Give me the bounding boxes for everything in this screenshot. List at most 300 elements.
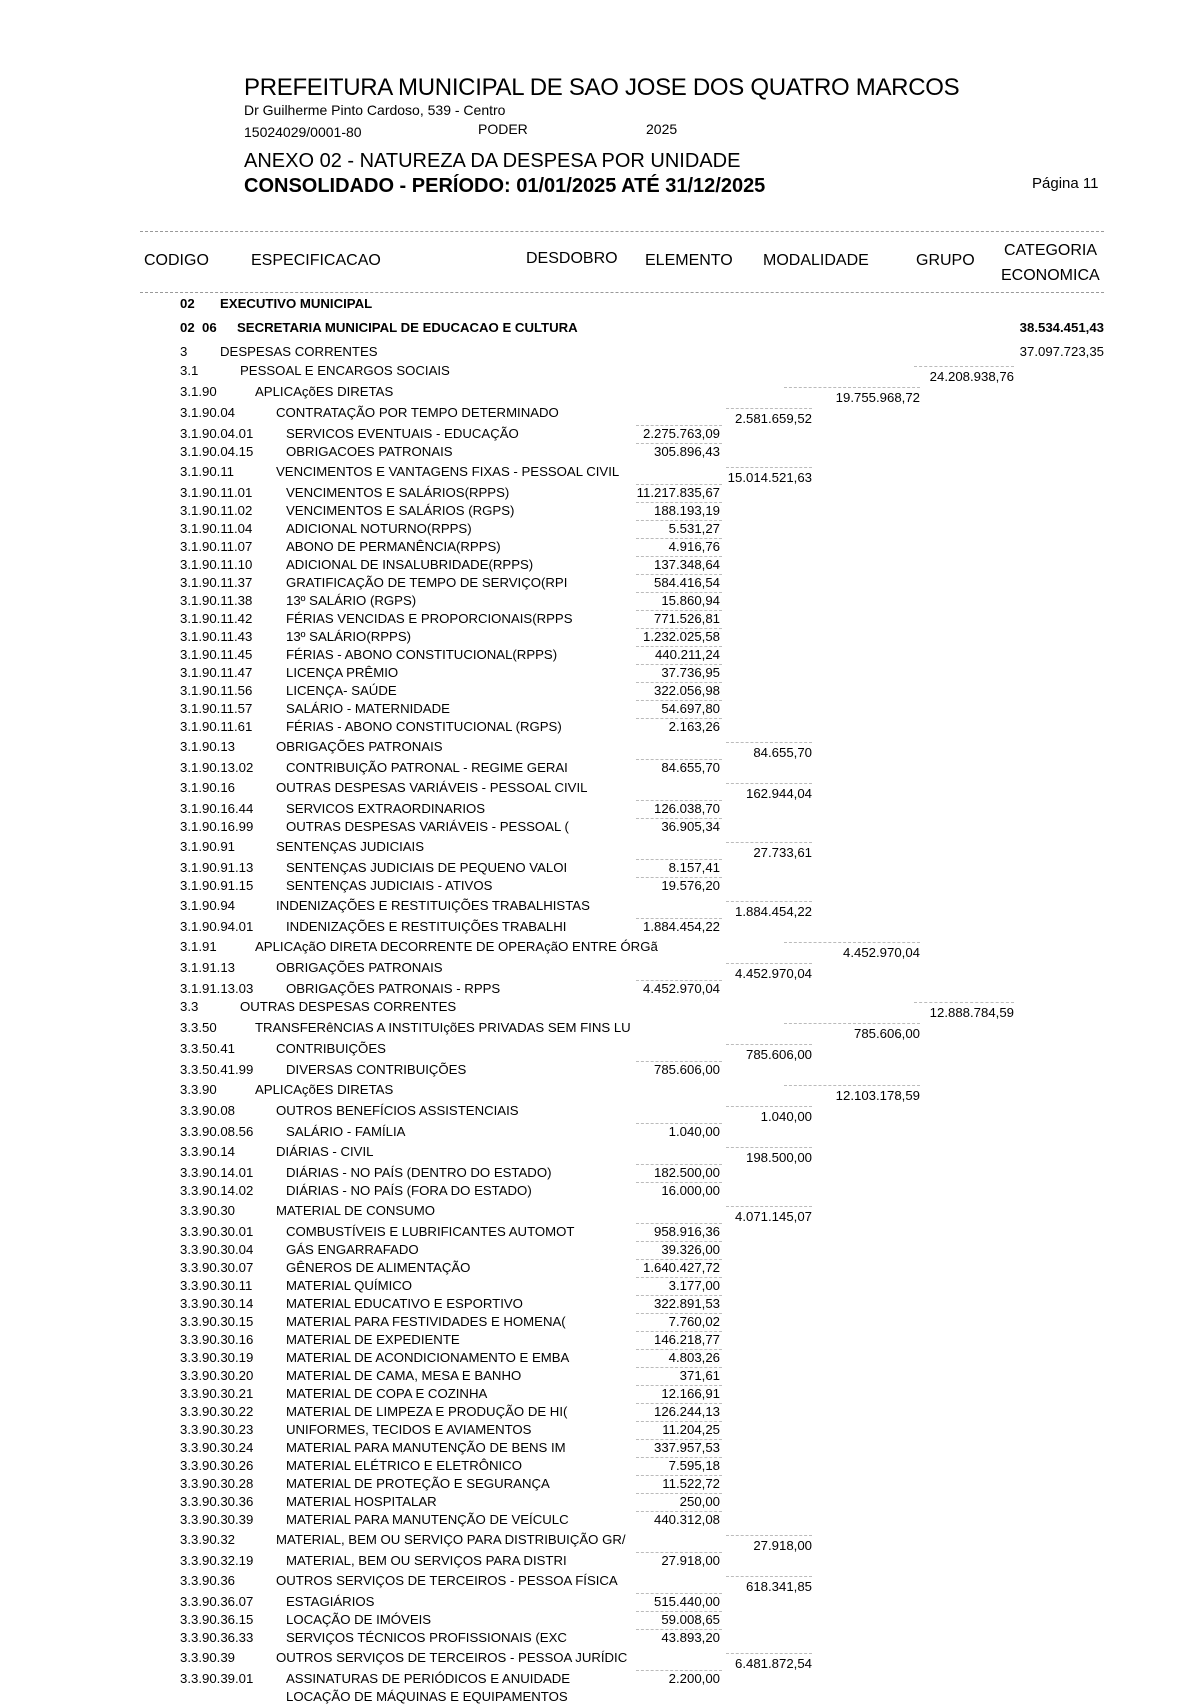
row-value: 3.177,00 bbox=[668, 1278, 720, 1293]
value-underline bbox=[784, 1085, 920, 1086]
table-row bbox=[0, 760, 1190, 778]
value-underline bbox=[726, 1206, 812, 1207]
value-underline bbox=[636, 877, 722, 878]
table-row bbox=[0, 1350, 1190, 1368]
row-description: 13º SALÁRIO(RPPS) bbox=[286, 629, 412, 644]
row-code: 3.1.90.16.44 bbox=[180, 801, 254, 816]
row-description: SENTENÇAS JUDICIAIS - ATIVOS bbox=[286, 878, 493, 893]
row-code: 3.3.90.30.21 bbox=[180, 1386, 254, 1401]
row-description: OBRIGAÇÕES PATRONAIS bbox=[276, 739, 443, 754]
table-row bbox=[0, 426, 1190, 444]
row-description: VENCIMENTOS E SALÁRIOS(RPPS) bbox=[286, 485, 510, 500]
row-value: 27.918,00 bbox=[661, 1553, 720, 1568]
table-row bbox=[0, 1630, 1190, 1648]
row-description: DIÁRIAS - NO PAÍS (DENTRO DO ESTADO) bbox=[286, 1165, 552, 1180]
table-row bbox=[0, 1314, 1190, 1332]
value-underline bbox=[636, 718, 722, 719]
row-code: 3.1.90.11.45 bbox=[180, 647, 253, 662]
table-row bbox=[0, 1368, 1190, 1386]
row-code: 3.3.90.36.15 bbox=[180, 1612, 254, 1627]
row-code: 3.1.91.13.03 bbox=[180, 981, 254, 996]
row-description: ADICIONAL DE INSALUBRIDADE(RPPS) bbox=[286, 557, 534, 572]
value-underline bbox=[636, 1331, 722, 1332]
table-row bbox=[0, 1422, 1190, 1440]
value-underline bbox=[636, 800, 722, 801]
row-code: 3.1.90.11.38 bbox=[180, 593, 253, 608]
page-number: Página 11 bbox=[1032, 175, 1099, 192]
table-row bbox=[0, 575, 1190, 593]
value-underline bbox=[636, 1313, 722, 1314]
value-underline bbox=[636, 1385, 722, 1386]
table-row bbox=[0, 1553, 1190, 1571]
row-value: 6.481.872,54 bbox=[734, 1656, 812, 1671]
row-value: 37.736,95 bbox=[661, 665, 720, 680]
row-code: 3.3.90.30.11 bbox=[180, 1278, 253, 1293]
col-especificacao: ESPECIFICACAO bbox=[251, 252, 381, 269]
row-value: 322.056,98 bbox=[653, 683, 720, 698]
row-value: 188.193,19 bbox=[653, 503, 720, 518]
table-row bbox=[0, 384, 1190, 405]
value-underline bbox=[784, 1023, 920, 1024]
row-description: GÁS ENGARRAFADO bbox=[286, 1242, 419, 1257]
table-row bbox=[0, 665, 1190, 683]
row-code: 3.3.50.41 bbox=[180, 1041, 235, 1056]
value-underline bbox=[636, 1439, 722, 1440]
row-value: 198.500,00 bbox=[745, 1150, 812, 1165]
row-value: 785.606,00 bbox=[653, 1062, 720, 1077]
value-underline bbox=[726, 467, 812, 468]
row-code: 3.1.90.04.01 bbox=[180, 426, 254, 441]
table-row bbox=[0, 1020, 1190, 1041]
divider bbox=[140, 292, 1104, 293]
row-value: 15.014.521,63 bbox=[727, 470, 812, 485]
table-row bbox=[0, 1476, 1190, 1494]
row-description: OUTROS SERVIÇOS DE TERCEIROS - PESSOA JURÍDIC bbox=[276, 1650, 628, 1665]
value-underline bbox=[636, 502, 722, 503]
row-value: 5.531,27 bbox=[668, 521, 720, 536]
row-description: ABONO DE PERMANÊNCIA(RPPS) bbox=[286, 539, 501, 554]
value-underline bbox=[636, 1593, 722, 1594]
row-description: MATERIAL DE CONSUMO bbox=[276, 1203, 435, 1218]
row-description: 13º SALÁRIO (RGPS) bbox=[286, 593, 417, 608]
row-code: 3.3.90.32.19 bbox=[180, 1553, 254, 1568]
table-row bbox=[0, 1278, 1190, 1296]
value-underline bbox=[636, 1403, 722, 1404]
value-underline bbox=[636, 1164, 722, 1165]
row-code: 3 bbox=[180, 344, 188, 359]
row-description: GRATIFICAÇÃO DE TEMPO DE SERVIÇO(RPI bbox=[286, 575, 568, 590]
row-description: FÉRIAS - ABONO CONSTITUCIONAL(RPPS) bbox=[286, 647, 558, 662]
value-underline bbox=[636, 443, 722, 444]
table-row bbox=[0, 1532, 1190, 1553]
value-underline bbox=[636, 1552, 722, 1553]
row-description: MATERIAL DE CAMA, MESA E BANHO bbox=[286, 1368, 522, 1383]
value-underline bbox=[726, 1106, 812, 1107]
row-code: 3.1.90 bbox=[180, 384, 217, 399]
row-code: 3.3.90.32 bbox=[180, 1532, 235, 1547]
table-row bbox=[0, 683, 1190, 701]
value-underline bbox=[726, 1653, 812, 1654]
value-underline bbox=[784, 942, 920, 943]
row-value: 305.896,43 bbox=[653, 444, 720, 459]
row-value: 27.733,61 bbox=[753, 845, 812, 860]
table-row bbox=[0, 819, 1190, 837]
row-value: 39.326,00 bbox=[661, 1242, 720, 1257]
row-description: SERVICOS EVENTUAIS - EDUCAÇÃO bbox=[286, 426, 519, 441]
table-row bbox=[0, 1650, 1190, 1671]
table-row bbox=[0, 1124, 1190, 1142]
row-description: LICENÇA- SAÚDE bbox=[286, 683, 397, 698]
table-row bbox=[0, 363, 1190, 384]
row-value: 515.440,00 bbox=[653, 1594, 720, 1609]
row-description: OBRIGAÇÕES PATRONAIS - RPPS bbox=[286, 981, 501, 996]
row-description: APLICAçõES DIRETAS bbox=[255, 384, 394, 399]
row-code: 3.1.90.94 bbox=[180, 898, 235, 913]
table-row bbox=[0, 1082, 1190, 1103]
row-value: 1.232.025,58 bbox=[642, 629, 720, 644]
value-underline bbox=[636, 520, 722, 521]
row-code: 3.1.90.91.15 bbox=[180, 878, 254, 893]
value-underline bbox=[636, 1061, 722, 1062]
row-description: MATERIAL, BEM OU SERVIÇO PARA DISTRIBUIÇÃO GR/ bbox=[276, 1532, 626, 1547]
col-grupo: GRUPO bbox=[916, 252, 975, 269]
value-underline bbox=[636, 1629, 722, 1630]
row-value: 2.200,00 bbox=[668, 1671, 720, 1686]
row-code: 3.3.90.30.39 bbox=[180, 1512, 254, 1527]
row-description: MATERIAL DE LIMPEZA E PRODUÇÃO DE HI( bbox=[286, 1404, 568, 1419]
row-description: DESPESAS CORRENTES bbox=[220, 344, 378, 359]
col-economica: ECONOMICA bbox=[1001, 267, 1100, 284]
table-row bbox=[0, 739, 1190, 760]
row-description: OUTRAS DESPESAS CORRENTES bbox=[240, 999, 457, 1014]
row-description: ESTAGIÁRIOS bbox=[286, 1594, 375, 1609]
unit-row bbox=[0, 296, 1190, 314]
row-description: SERVIÇOS TÉCNICOS PROFISSIONAIS (EXC bbox=[286, 1630, 567, 1645]
row-value: 16.000,00 bbox=[661, 1183, 720, 1198]
table-row bbox=[0, 1612, 1190, 1630]
unit-name: EXECUTIVO MUNICIPAL bbox=[220, 296, 373, 311]
row-code: 3.1.90.11.07 bbox=[180, 539, 253, 554]
table-row bbox=[0, 1260, 1190, 1278]
divider bbox=[140, 231, 1104, 232]
value-underline bbox=[914, 366, 1014, 367]
row-code: 3.1.90.11 bbox=[180, 464, 235, 479]
row-description: MATERIAL PARA MANUTENÇÃO DE VEÍCULC bbox=[286, 1512, 569, 1527]
row-value: 1.040,00 bbox=[760, 1109, 812, 1124]
row-value: 2.581.659,52 bbox=[734, 411, 812, 426]
value-underline bbox=[636, 918, 722, 919]
row-value: 11.522,72 bbox=[662, 1476, 720, 1491]
table-row bbox=[0, 780, 1190, 801]
row-description: UNIFORMES, TECIDOS E AVIAMENTOS bbox=[286, 1422, 532, 1437]
row-code: 3.3.90.30.20 bbox=[180, 1368, 254, 1383]
row-value: 24.208.938,76 bbox=[929, 369, 1014, 384]
row-value: 27.918,00 bbox=[753, 1538, 812, 1553]
row-code: 3.3.90.36 bbox=[180, 1573, 235, 1588]
value-underline bbox=[636, 1457, 722, 1458]
value-underline bbox=[636, 759, 722, 760]
row-value: 8.157,41 bbox=[668, 860, 720, 875]
row-description: DIÁRIAS - CIVIL bbox=[276, 1144, 374, 1159]
value-underline bbox=[636, 1670, 722, 1671]
row-description: SALÁRIO - FAMÍLIA bbox=[286, 1124, 406, 1139]
value-underline bbox=[726, 408, 812, 409]
row-value: 440.312,08 bbox=[653, 1512, 720, 1527]
table-row bbox=[0, 629, 1190, 647]
row-value: 126.244,13 bbox=[653, 1404, 720, 1419]
row-description: ADICIONAL NOTURNO(RPPS) bbox=[286, 521, 472, 536]
value-underline bbox=[726, 1576, 812, 1577]
row-description: OUTROS SERVIÇOS DE TERCEIROS - PESSOA FÍSICA bbox=[276, 1573, 618, 1588]
row-value: 4.803,26 bbox=[668, 1350, 720, 1365]
row-value: 322.891,53 bbox=[653, 1296, 720, 1311]
row-value: 182.500,00 bbox=[653, 1165, 720, 1180]
table-row bbox=[0, 444, 1190, 462]
row-value: 54.697,80 bbox=[661, 701, 720, 716]
row-code: 3.1.90.11.57 bbox=[180, 701, 253, 716]
row-description: CONTRIBUIÇÕES bbox=[276, 1041, 386, 1056]
table-row bbox=[0, 1386, 1190, 1404]
row-description: OUTRAS DESPESAS VARIÁVEIS - PESSOAL ( bbox=[286, 819, 569, 834]
value-underline bbox=[784, 387, 920, 388]
row-value: 4.452.970,04 bbox=[842, 945, 920, 960]
row-code: 3.1.90.91 bbox=[180, 839, 235, 854]
table-row bbox=[0, 939, 1190, 960]
table-row bbox=[0, 839, 1190, 860]
row-code: 3.1.90.04 bbox=[180, 405, 235, 420]
row-description: LOCAÇÃO DE IMÓVEIS bbox=[286, 1612, 432, 1627]
row-description: MATERIAL PARA MANUTENÇÃO DE BENS IM bbox=[286, 1440, 566, 1455]
row-value: 146.218,77 bbox=[653, 1332, 720, 1347]
row-value: 584.416,54 bbox=[653, 575, 720, 590]
row-value: 2.275.763,09 bbox=[642, 426, 720, 441]
row-code: 3.3.90.30.16 bbox=[180, 1332, 254, 1347]
row-value: 15.860,94 bbox=[661, 593, 720, 608]
year: 2025 bbox=[646, 121, 678, 137]
value-underline bbox=[726, 901, 812, 902]
value-underline bbox=[914, 1002, 1014, 1003]
page-title: PREFEITURA MUNICIPAL DE SAO JOSE DOS QUATRO MARCOS bbox=[244, 74, 960, 101]
table-row bbox=[0, 981, 1190, 999]
row-code: 3.1.90.16 bbox=[180, 780, 235, 795]
col-codigo: CODIGO bbox=[144, 252, 209, 269]
value-underline bbox=[636, 682, 722, 683]
row-code: 3.1.90.11.61 bbox=[180, 719, 253, 734]
table-row bbox=[0, 1440, 1190, 1458]
row-code: 3.1.90.13.02 bbox=[180, 760, 254, 775]
value-underline bbox=[726, 1535, 812, 1536]
row-value: 4.916,76 bbox=[668, 539, 720, 554]
row-code: 3.3 bbox=[180, 999, 199, 1014]
row-description: MATERIAL DE EXPEDIENTE bbox=[286, 1332, 460, 1347]
value-underline bbox=[636, 556, 722, 557]
row-value: 11.204,25 bbox=[662, 1422, 720, 1437]
row-code: 3.1 bbox=[180, 363, 199, 378]
table-row bbox=[0, 1594, 1190, 1612]
row-code: 3.1.90.91.13 bbox=[180, 860, 254, 875]
row-description: OBRIGACOES PATRONAIS bbox=[286, 444, 453, 459]
row-code: 3.1.90.11.02 bbox=[180, 503, 253, 518]
row-code: 3.3.90.30.23 bbox=[180, 1422, 254, 1437]
table-row bbox=[0, 1494, 1190, 1512]
table-row bbox=[0, 593, 1190, 611]
col-modalidade: MODALIDADE bbox=[763, 252, 869, 269]
value-underline bbox=[636, 592, 722, 593]
row-code: 3.3.50.41.99 bbox=[180, 1062, 254, 1077]
row-code: 3.1.90.11.01 bbox=[180, 485, 253, 500]
table-row bbox=[0, 919, 1190, 937]
row-value: 12.103.178,59 bbox=[835, 1088, 920, 1103]
row-code: 3.1.90.11.42 bbox=[180, 611, 253, 626]
row-description: SENTENÇAS JUDICIAIS bbox=[276, 839, 425, 854]
row-description: INDENIZAÇÕES E RESTITUIÇÕES TRABALHISTAS bbox=[276, 898, 590, 913]
value-underline bbox=[636, 1611, 722, 1612]
row-code: 3.1.90.94.01 bbox=[180, 919, 254, 934]
value-underline bbox=[726, 1044, 812, 1045]
row-code: 3.3.90.30.22 bbox=[180, 1404, 254, 1419]
value-underline bbox=[636, 610, 722, 611]
row-code: 3.3.90.30.26 bbox=[180, 1458, 254, 1473]
row-description: LICENÇA PRÊMIO bbox=[286, 665, 399, 680]
row-description: MATERIAL QUÍMICO bbox=[286, 1278, 413, 1293]
row-description: SALÁRIO - MATERNIDADE bbox=[286, 701, 450, 716]
table-row bbox=[0, 1573, 1190, 1594]
row-code: 3.3.50 bbox=[180, 1020, 217, 1035]
row-description: MATERIAL, BEM OU SERVIÇOS PARA DISTRI bbox=[286, 1553, 567, 1568]
row-value: 440.211,24 bbox=[654, 647, 720, 662]
value-underline bbox=[636, 425, 722, 426]
row-value: 618.341,85 bbox=[745, 1579, 812, 1594]
col-desdobro: DESDOBRO bbox=[526, 250, 618, 267]
row-value: 11.217.835,67 bbox=[636, 485, 720, 500]
row-value: 1.640.427,72 bbox=[642, 1260, 720, 1275]
row-description: CONTRATAÇÃO POR TEMPO DETERMINADO bbox=[276, 405, 559, 420]
row-value: 126.038,70 bbox=[653, 801, 720, 816]
row-description: OBRIGAÇÕES PATRONAIS bbox=[276, 960, 443, 975]
table-row bbox=[0, 1041, 1190, 1062]
table-row bbox=[0, 1458, 1190, 1476]
table-row bbox=[0, 1512, 1190, 1530]
col-categoria: CATEGORIA bbox=[1004, 242, 1098, 259]
value-underline bbox=[636, 859, 722, 860]
row-description: VENCIMENTOS E VANTAGENS FIXAS - PESSOAL CIVIL bbox=[276, 464, 620, 479]
row-code: 3.1.90.11.47 bbox=[180, 665, 253, 680]
value-underline bbox=[636, 1421, 722, 1422]
row-description: DIVERSAS CONTRIBUIÇÕES bbox=[286, 1062, 467, 1077]
row-code: 3.3.90.30.04 bbox=[180, 1242, 254, 1257]
row-value: 250,00 bbox=[679, 1494, 720, 1509]
subunit-code: 02 06 bbox=[180, 320, 217, 335]
row-value: 43.893,20 bbox=[661, 1630, 720, 1645]
row-code: 3.1.90.04.15 bbox=[180, 444, 254, 459]
value-underline bbox=[636, 1349, 722, 1350]
row-code: 3.1.90.11.10 bbox=[180, 557, 253, 572]
table-row bbox=[0, 1103, 1190, 1124]
row-code: 3.3.90.14.02 bbox=[180, 1183, 254, 1198]
row-code: 3.1.90.13 bbox=[180, 739, 235, 754]
table-row bbox=[0, 521, 1190, 539]
row-description: MATERIAL DE COPA E COZINHA bbox=[286, 1386, 488, 1401]
value-underline bbox=[636, 1277, 722, 1278]
row-code: 3.3.90.30.28 bbox=[180, 1476, 254, 1491]
row-value: 771.526,81 bbox=[653, 611, 720, 626]
row-value: 2.163,26 bbox=[668, 719, 720, 734]
table-row bbox=[0, 557, 1190, 575]
row-value: 4.452.970,04 bbox=[642, 981, 720, 996]
report-period: CONSOLIDADO - PERÍODO: 01/01/2025 ATÉ 31/12/2025 bbox=[244, 175, 766, 197]
row-code: 3.1.90.11.43 bbox=[180, 629, 253, 644]
value-underline bbox=[726, 1147, 812, 1148]
value-underline bbox=[636, 484, 722, 485]
table-row bbox=[0, 503, 1190, 521]
table-row bbox=[0, 701, 1190, 719]
row-description: APLICAçãO DIRETA DECORRENTE DE OPERAçãO ENTRE ÓRGã bbox=[255, 939, 658, 954]
row-value: 1.040,00 bbox=[668, 1124, 720, 1139]
row-value: 1.884.454,22 bbox=[734, 904, 812, 919]
address: Dr Guilherme Pinto Cardoso, 539 - Centro bbox=[244, 102, 506, 118]
row-code: 3.1.91 bbox=[180, 939, 217, 954]
cnpj: 15024029/0001-80 bbox=[244, 124, 362, 140]
row-code: 3.1.90.11.37 bbox=[180, 575, 253, 590]
unit-code: 02 bbox=[180, 296, 195, 311]
value-underline bbox=[636, 818, 722, 819]
row-description: MATERIAL EDUCATIVO E ESPORTIVO bbox=[286, 1296, 523, 1311]
row-code: 3.3.90.08 bbox=[180, 1103, 235, 1118]
table-row bbox=[0, 878, 1190, 896]
table-row bbox=[0, 1242, 1190, 1260]
table-row bbox=[0, 860, 1190, 878]
subunit-row bbox=[0, 320, 1190, 338]
row-value: 19.755.968,72 bbox=[835, 390, 920, 405]
value-underline bbox=[726, 963, 812, 964]
value-underline bbox=[636, 574, 722, 575]
row-description: MATERIAL DE PROTEÇÃO E SEGURANÇA bbox=[286, 1476, 550, 1491]
row-code: 3.3.90.36.33 bbox=[180, 1630, 254, 1645]
row-code: 3.3.90.14 bbox=[180, 1144, 235, 1159]
value-underline bbox=[636, 1182, 722, 1183]
row-description: TRANSFERêNCIAS A INSTITUIçõES PRIVADAS SEM FINS LU bbox=[255, 1020, 631, 1035]
row-description: OUTRAS DESPESAS VARIÁVEIS - PESSOAL CIVIL bbox=[276, 780, 588, 795]
row-value: 19.576,20 bbox=[661, 878, 720, 893]
value-underline bbox=[636, 664, 722, 665]
value-underline bbox=[726, 742, 812, 743]
row-description: SENTENÇAS JUDICIAIS DE PEQUENO VALOI bbox=[286, 860, 568, 875]
table-row bbox=[0, 898, 1190, 919]
row-description: ASSINATURAS DE PERIÓDICOS E ANUIDADE bbox=[286, 1671, 571, 1686]
row-value: 12.888.784,59 bbox=[929, 1005, 1014, 1020]
row-value: 84.655,70 bbox=[753, 745, 812, 760]
row-code: 3.1.90.16.99 bbox=[180, 819, 254, 834]
value-underline bbox=[726, 783, 812, 784]
row-description: CONTRIBUIÇÃO PATRONAL - REGIME GERAI bbox=[286, 760, 568, 775]
table-row bbox=[0, 960, 1190, 981]
row-value: 7.595,18 bbox=[668, 1458, 720, 1473]
row-value: 785.606,00 bbox=[853, 1026, 920, 1041]
row-description: LOCAÇÃO DE MÁQUINAS E EQUIPAMENTOS bbox=[286, 1689, 568, 1704]
value-underline bbox=[636, 700, 722, 701]
row-value: 137.348,64 bbox=[653, 557, 720, 572]
table-row bbox=[0, 1203, 1190, 1224]
table-row bbox=[0, 1332, 1190, 1350]
row-description: FÉRIAS VENCIDAS E PROPORCIONAIS(RPPS bbox=[286, 611, 573, 626]
subunit-name: SECRETARIA MUNICIPAL DE EDUCACAO E CULTURA bbox=[237, 320, 578, 335]
row-description: PESSOAL E ENCARGOS SOCIAIS bbox=[240, 363, 450, 378]
row-value: 12.166,91 bbox=[661, 1386, 720, 1401]
row-code: 3.1.90.11.56 bbox=[180, 683, 253, 698]
row-value: 36.905,34 bbox=[661, 819, 720, 834]
table-row bbox=[0, 801, 1190, 819]
row-value: 785.606,00 bbox=[745, 1047, 812, 1062]
